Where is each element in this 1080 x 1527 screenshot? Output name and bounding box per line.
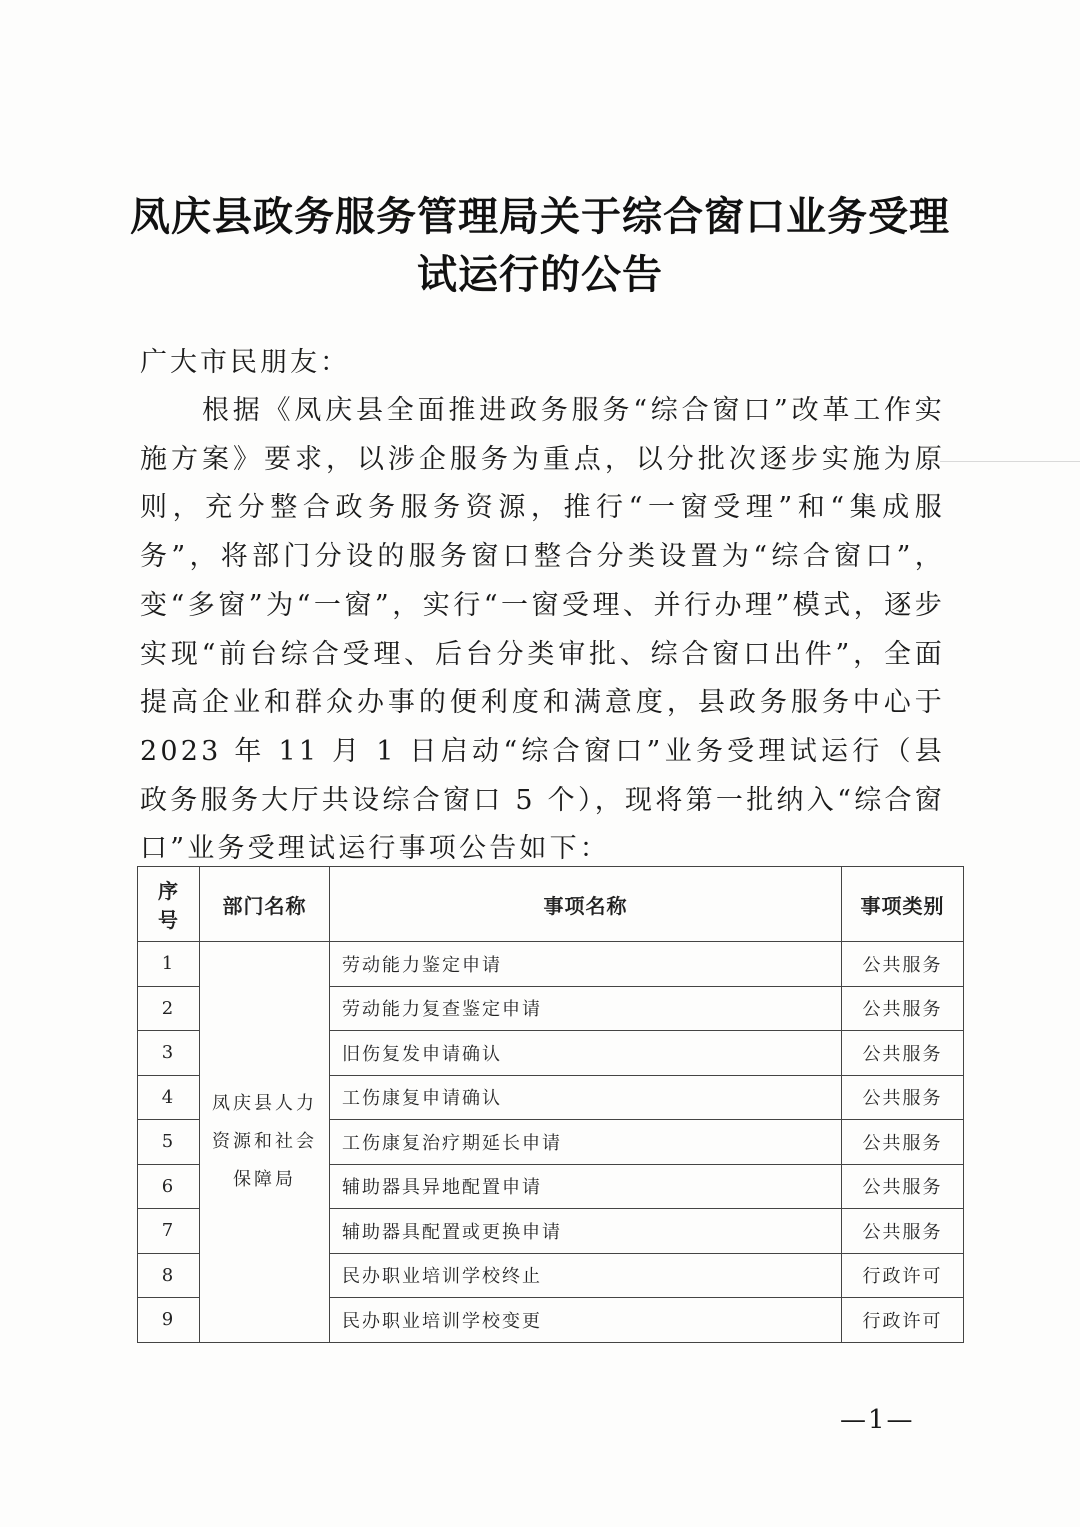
cell-seq: 3 <box>138 1031 200 1076</box>
cell-item-name: 工伤康复申请确认 <box>330 1075 842 1120</box>
cell-category: 公共服务 <box>842 1075 964 1120</box>
cell-item-name: 旧伤复发申请确认 <box>330 1031 842 1076</box>
cell-category: 公共服务 <box>842 1031 964 1076</box>
items-table <box>137 866 964 1343</box>
cell-seq: 9 <box>138 1298 200 1343</box>
salutation: 广大市民朋友： <box>140 347 350 378</box>
cell-seq: 5 <box>138 1120 200 1165</box>
scan-artifact-line <box>940 461 1080 462</box>
cell-category: 公共服务 <box>842 1164 964 1209</box>
cell-category: 公共服务 <box>842 1120 964 1165</box>
cell-category: 行政许可 <box>842 1298 964 1343</box>
cell-item-name: 劳动能力鉴定申请 <box>330 942 842 987</box>
cell-item-name: 民办职业培训学校终止 <box>330 1253 842 1298</box>
cell-category: 公共服务 <box>842 1209 964 1254</box>
cell-item-name: 工伤康复治疗期延长申请 <box>330 1120 842 1165</box>
cell-category: 公共服务 <box>842 986 964 1031</box>
title-line-1: 凤庆县政务服务管理局关于综合窗口业务受理 <box>130 194 950 240</box>
table-header-row <box>138 867 964 942</box>
header-seq-text: 序 号 <box>158 879 179 932</box>
cell-seq: 7 <box>138 1209 200 1254</box>
table-row <box>138 942 964 987</box>
header-name: 事项名称 <box>330 867 842 942</box>
title-line-2: 试运行的公告 <box>417 252 663 298</box>
cell-seq: 1 <box>138 942 200 987</box>
header-seq <box>138 867 200 942</box>
cell-item-name: 辅助器具异地配置申请 <box>330 1164 842 1209</box>
cell-seq: 8 <box>138 1253 200 1298</box>
cell-item-name: 民办职业培训学校变更 <box>330 1298 842 1343</box>
page-number: —1— <box>840 1405 915 1435</box>
document-title <box>0 188 1080 304</box>
body-paragraph: 根据《凤庆县全面推进政务服务“综合窗口”改革工作实施方案》要求，以涉企服务为重点，以分批次逐步实施为原则，充分整合政务服务资源，推行“一窗受理”和“集成服务”，将部门分设的服务窗口整合分类设置为“综合窗口”，变“多窗”为“一窗”，实行“一窗受理、并行办理”模式，逐步实现“前台综合受理、后台分类审批、综合窗口出件”，全面提高企业和群众办事的便利度和满意度，县政务服务中心于 2023 年 11 月 1 日启动“综合窗口”业务受理试运行（县政务服务大厅共设综合窗口 5 个），现将第一批纳入“综合窗口”业务受理试运行事项公告如下： <box>140 395 945 865</box>
header-category: 事项类别 <box>842 867 964 942</box>
cell-category: 行政许可 <box>842 1253 964 1298</box>
cell-category: 公共服务 <box>842 942 964 987</box>
table-body <box>138 942 964 1343</box>
cell-item-name: 辅助器具配置或更换申请 <box>330 1209 842 1254</box>
header-dept: 部门名称 <box>200 867 330 942</box>
cell-seq: 6 <box>138 1164 200 1209</box>
cell-seq: 2 <box>138 986 200 1031</box>
cell-item-name: 劳动能力复查鉴定申请 <box>330 986 842 1031</box>
cell-department: 凤庆县人力 资源和社会 保障局 <box>200 942 330 1343</box>
cell-seq: 4 <box>138 1075 200 1120</box>
